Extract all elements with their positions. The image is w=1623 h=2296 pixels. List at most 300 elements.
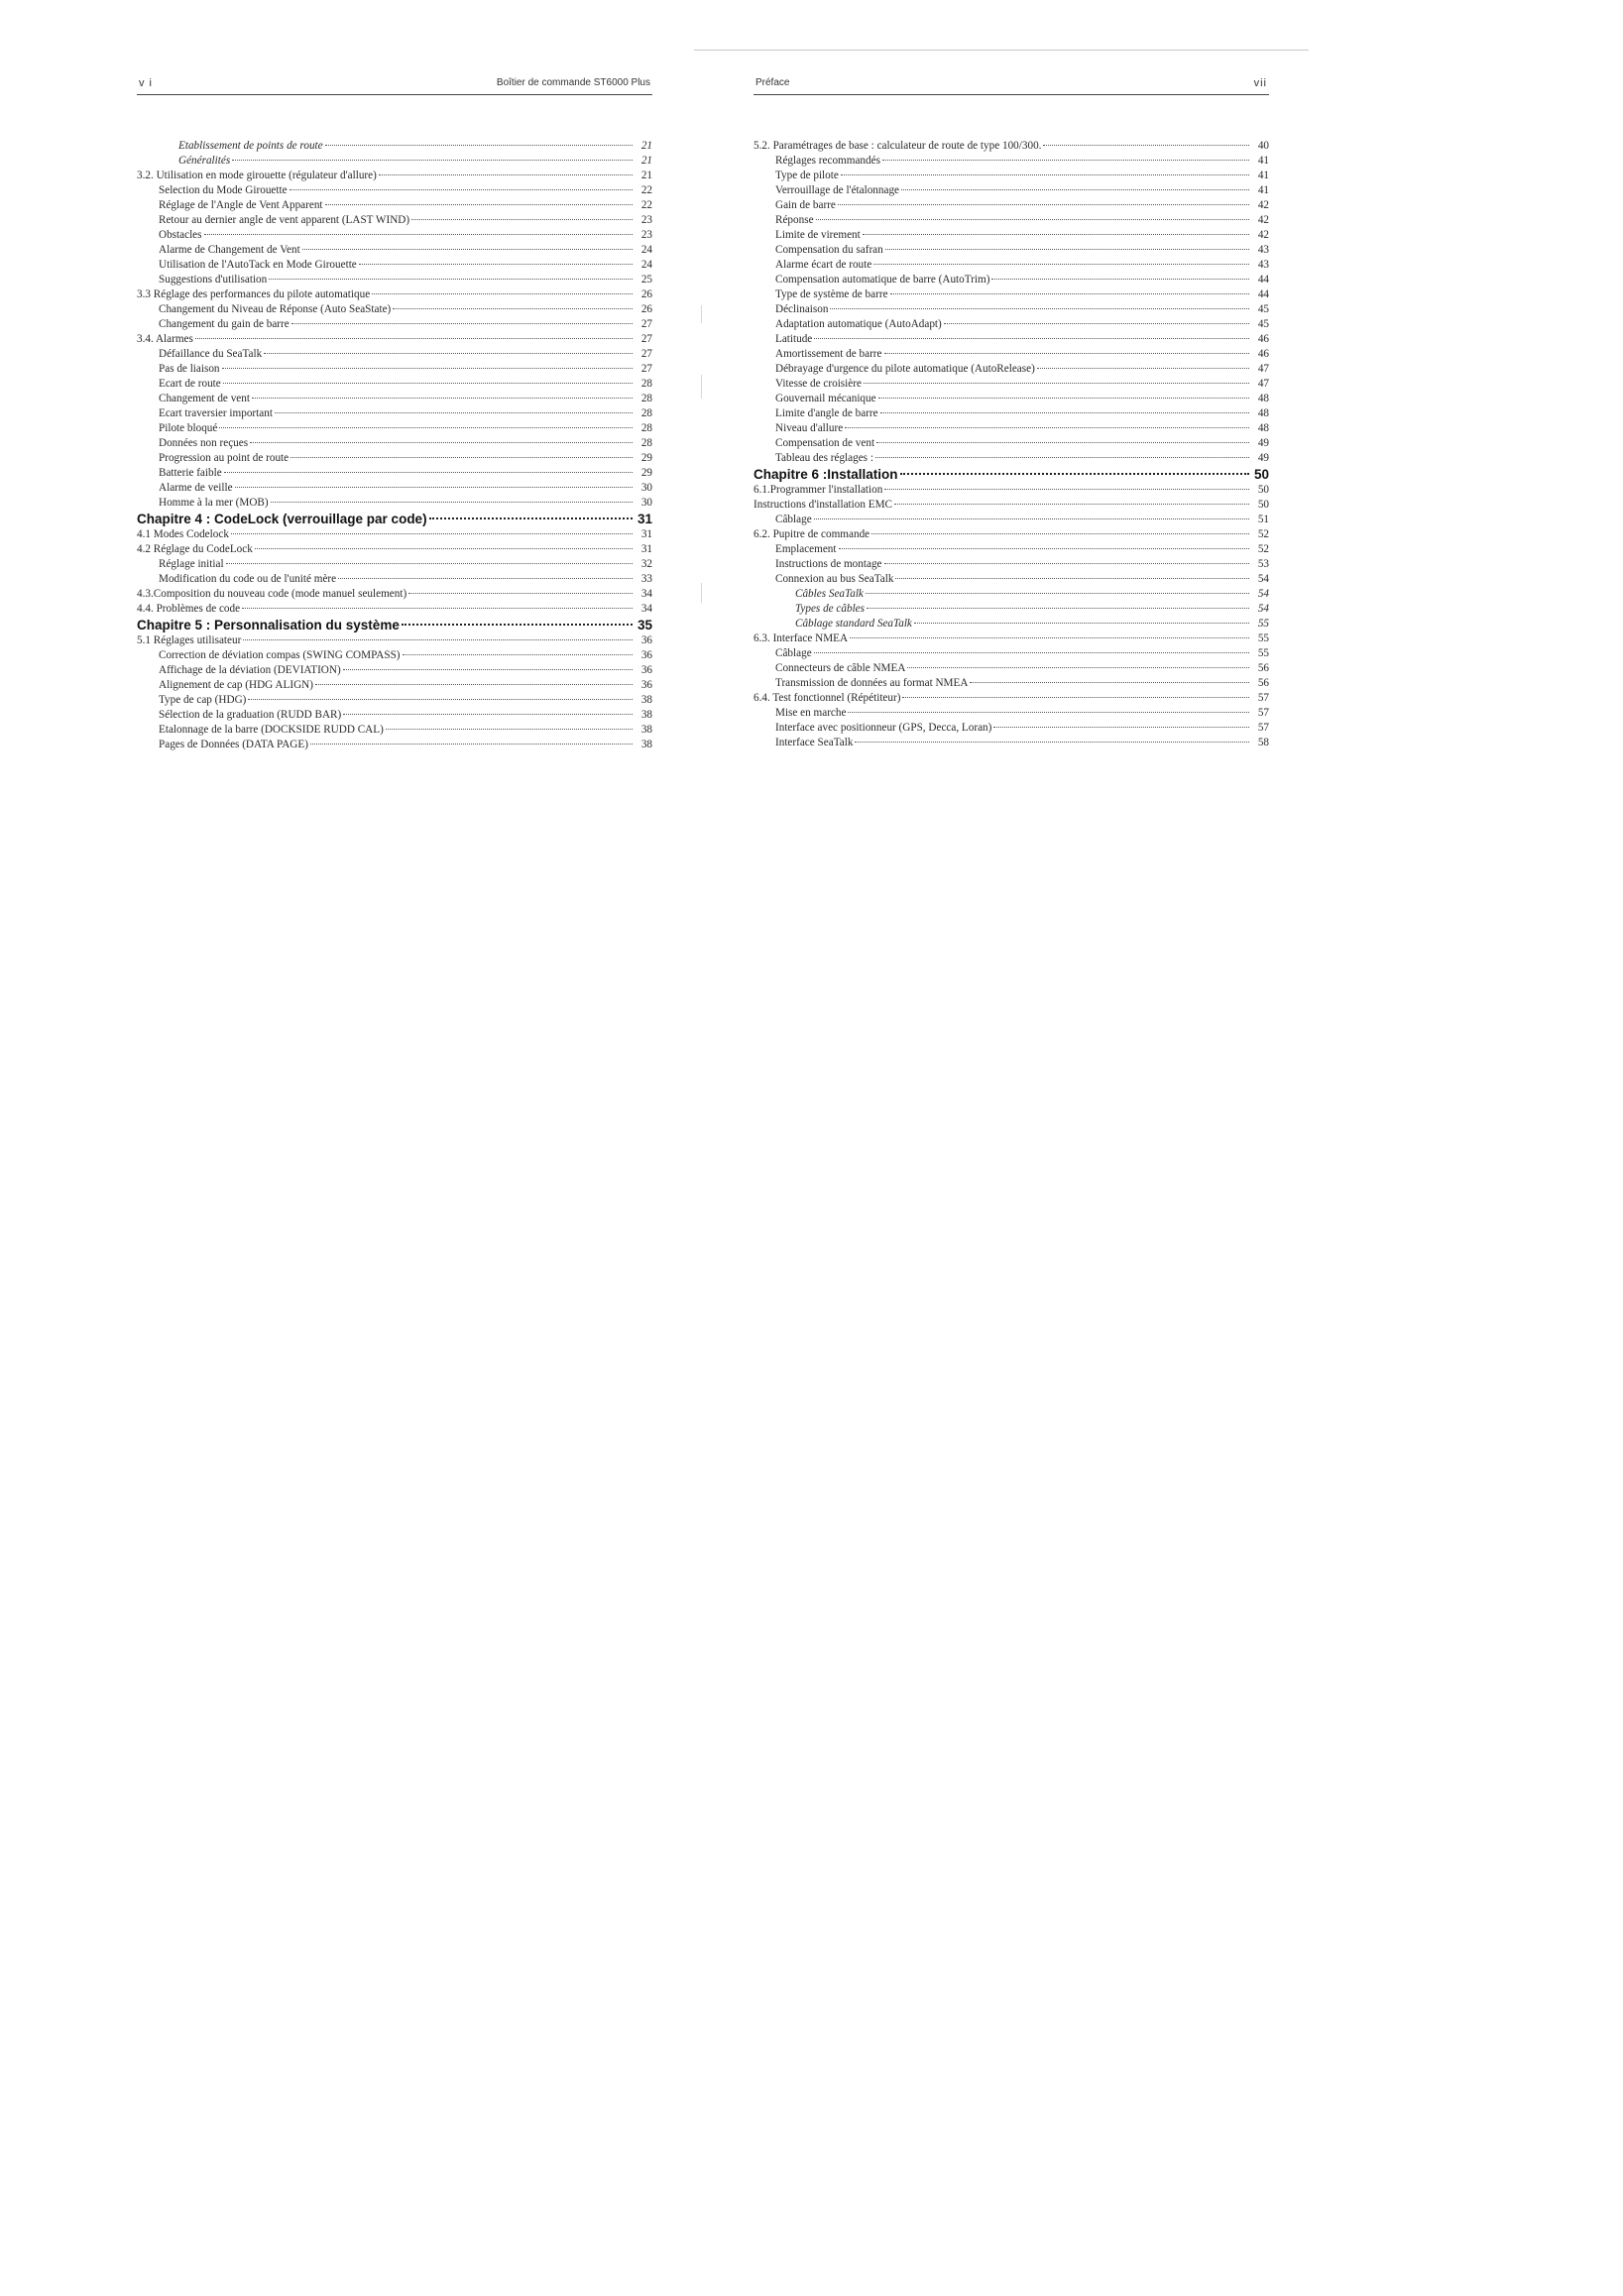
dot-leader [372, 292, 633, 294]
toc-entry [754, 676, 1269, 691]
dot-leader [890, 292, 1249, 294]
running-head [137, 75, 652, 95]
page-folio: v i [139, 77, 153, 89]
dot-leader [839, 547, 1249, 549]
toc-entry-label: 4.2 Réglage du CodeLock [137, 543, 253, 555]
toc-entry-label: Réglage de l'Angle de Vent Apparent [159, 199, 323, 211]
toc-entry [754, 228, 1269, 243]
toc-entry [754, 721, 1269, 736]
page-folio: vii [1253, 77, 1267, 89]
toc-page-number: 38 [640, 739, 652, 750]
toc-page-number: 55 [1257, 618, 1269, 630]
toc-entry [754, 661, 1269, 676]
toc-page-number: 36 [640, 679, 652, 691]
toc-entry [754, 169, 1269, 183]
toc-entry [754, 139, 1269, 154]
toc-entry [754, 631, 1269, 646]
toc-entry-label: Selection du Mode Girouette [159, 184, 288, 196]
toc-entry [754, 602, 1269, 617]
toc-entry-label: Chapitre 4 : CodeLock (verrouillage par code) [137, 512, 427, 526]
toc-page-number: 49 [1257, 452, 1269, 464]
toc-entry-label: 6.4. Test fonctionnel (Répétiteur) [754, 692, 901, 704]
toc-page-number: 21 [640, 170, 652, 181]
toc-entry-label: 3.2. Utilisation en mode girouette (régulateur d'allure) [137, 170, 377, 181]
dot-leader [873, 263, 1249, 265]
toc-page-number: 55 [1257, 632, 1269, 644]
toc-entry-label: Débrayage d'urgence du pilote automatique (AutoRelease) [775, 363, 1035, 375]
toc-page-number: 58 [1257, 737, 1269, 748]
toc-entry-label: Ecart traversier important [159, 407, 273, 419]
toc-entry-label: Déclinaison [775, 303, 829, 315]
running-head [754, 75, 1269, 95]
toc-entry-label: Alarme écart de route [775, 259, 872, 271]
toc-entry-label: 6.3. Interface NMEA [754, 632, 849, 644]
toc-entry [754, 617, 1269, 631]
toc-entry [754, 347, 1269, 362]
toc-entry-label: Câbles SeaTalk [795, 588, 864, 600]
dot-leader [250, 441, 633, 443]
toc-entry-label: Généralités [178, 155, 231, 167]
toc-entry-label: Alarme de veille [159, 482, 233, 494]
toc-entry [137, 169, 652, 183]
toc-page-number: 38 [640, 694, 652, 706]
toc-page-number: 54 [1257, 573, 1269, 585]
running-title: Préface [755, 77, 790, 88]
toc-entry-label: 4.1 Modes Codelock [137, 528, 229, 540]
toc-page-number: 57 [1257, 707, 1269, 719]
dot-leader [290, 188, 633, 190]
toc-entry [137, 302, 652, 317]
toc-entry-label: Affichage de la déviation (DEVIATION) [159, 664, 341, 676]
dot-leader [970, 681, 1249, 683]
toc-entry [137, 317, 652, 332]
toc-entry-label: Modification du code ou de l'unité mère [159, 573, 337, 585]
gutter-mark [701, 305, 702, 323]
dot-leader [226, 562, 633, 564]
dot-leader [1037, 367, 1249, 369]
toc-entry [137, 557, 652, 572]
toc-page-number: 52 [1257, 543, 1269, 555]
toc-entry [754, 258, 1269, 273]
toc-entry [137, 481, 652, 496]
toc-page-number: 48 [1257, 422, 1269, 434]
toc-page-number: 56 [1257, 677, 1269, 689]
toc-entry [137, 572, 652, 587]
toc-page-number: 50 [1257, 499, 1269, 511]
toc-entry-label: Réglages recommandés [775, 155, 880, 167]
dot-leader [884, 352, 1250, 354]
dot-leader [814, 651, 1249, 653]
dot-leader [838, 203, 1249, 205]
toc-entry-label: Correction de déviation compas (SWING COMPASS) [159, 649, 401, 661]
dot-leader [379, 173, 633, 175]
dot-leader [243, 638, 633, 640]
gutter-mark [701, 583, 702, 603]
dot-leader [232, 159, 633, 161]
toc-page-number: 28 [640, 393, 652, 404]
toc-page-number: 42 [1257, 214, 1269, 226]
toc-entry-label: Homme à la mer (MOB) [159, 497, 269, 509]
toc-entry [137, 466, 652, 481]
dot-leader [866, 592, 1249, 594]
toc-entry [754, 406, 1269, 421]
toc-entry [137, 738, 652, 752]
toc-entry-label: Retour au dernier angle de vent apparent (LAST WIND) [159, 214, 410, 226]
dot-leader [1043, 144, 1249, 146]
toc-entry-label: Pas de liaison [159, 363, 220, 375]
toc-entry [137, 183, 652, 198]
toc-entry [137, 406, 652, 421]
toc-entry [754, 198, 1269, 213]
toc-entry-label: Chapitre 5 : Personnalisation du système [137, 618, 400, 632]
toc-page-number: 43 [1257, 259, 1269, 271]
toc-entry [754, 513, 1269, 527]
dot-leader [408, 592, 633, 594]
toc-entry-label: Ecart de route [159, 378, 221, 390]
toc-page-number: 23 [640, 214, 652, 226]
toc-page-number: 33 [640, 573, 652, 585]
toc-page-number: 46 [1257, 348, 1269, 360]
toc-entry-label: 6.1.Programmer l'installation [754, 484, 883, 496]
toc-page-number: 47 [1257, 378, 1269, 390]
dot-leader [325, 144, 633, 146]
toc-entry [137, 648, 652, 663]
toc-page-number: 40 [1257, 140, 1269, 152]
dot-leader [291, 322, 633, 324]
toc-page-number: 26 [640, 303, 652, 315]
chapter-heading [137, 617, 652, 633]
toc-page-number: 21 [640, 140, 652, 152]
running-title: Boîtier de commande ST6000 Plus [496, 77, 650, 88]
toc-page-number: 22 [640, 199, 652, 211]
toc-entry-label: Limite d'angle de barre [775, 407, 878, 419]
dot-leader [875, 456, 1249, 458]
toc-entry-label: Latitude [775, 333, 813, 345]
toc-entry-label: Réglage initial [159, 558, 224, 570]
dot-leader [993, 726, 1249, 728]
toc-entry-label: Réponse [775, 214, 814, 226]
dot-leader [310, 743, 633, 745]
dot-leader [222, 367, 633, 369]
dot-leader [900, 472, 1249, 475]
toc-page-number: 49 [1257, 437, 1269, 449]
toc-page-number: 48 [1257, 393, 1269, 404]
dot-leader [885, 248, 1249, 250]
toc-page-number: 27 [640, 363, 652, 375]
toc-entry-label: Obstacles [159, 229, 202, 241]
toc-entry-label: Compensation automatique de barre (AutoTrim) [775, 274, 990, 286]
toc-entry-label: Changement du gain de barre [159, 318, 290, 330]
toc-entry [137, 198, 652, 213]
toc-entry [754, 273, 1269, 287]
dot-leader [235, 486, 633, 488]
toc-entry [754, 421, 1269, 436]
table-of-contents [754, 139, 1269, 750]
toc-page-number: 25 [640, 274, 652, 286]
dot-leader [204, 233, 634, 235]
toc-entry [137, 213, 652, 228]
dot-leader [242, 607, 633, 609]
toc-page-number: 26 [640, 288, 652, 300]
toc-entry [754, 587, 1269, 602]
toc-entry [754, 527, 1269, 542]
toc-entry-label: 5.1 Réglages utilisateur [137, 634, 242, 646]
dot-leader [884, 562, 1250, 564]
dot-leader [343, 668, 633, 670]
toc-entry [137, 273, 652, 287]
toc-entry-label: Gouvernail mécanique [775, 393, 876, 404]
toc-page-number: 55 [1257, 647, 1269, 659]
dot-leader [264, 352, 633, 354]
toc-entry-label: Emplacement [775, 543, 837, 555]
dot-leader [884, 488, 1249, 490]
toc-entry-label: Interface SeaTalk [775, 737, 854, 748]
toc-entry [754, 362, 1269, 377]
dot-leader [991, 278, 1249, 280]
toc-page-number: 24 [640, 259, 652, 271]
toc-page-number: 42 [1257, 229, 1269, 241]
toc-entry-label: Connexion au bus SeaTalk [775, 573, 894, 585]
toc-entry-label: Compensation du safran [775, 244, 883, 256]
toc-entry [137, 708, 652, 723]
toc-entry [754, 691, 1269, 706]
toc-page-number: 57 [1257, 692, 1269, 704]
toc-entry-label: Type de cap (HDG) [159, 694, 247, 706]
toc-entry-label: Pages de Données (DATA PAGE) [159, 739, 308, 750]
toc-entry [137, 154, 652, 169]
toc-page-number: 30 [640, 482, 652, 494]
dot-leader [275, 411, 633, 413]
toc-entry [137, 436, 652, 451]
toc-page-number: 45 [1257, 303, 1269, 315]
toc-page-number: 28 [640, 437, 652, 449]
toc-entry [137, 633, 652, 648]
toc-page-number: 41 [1257, 184, 1269, 196]
toc-page-number: 24 [640, 244, 652, 256]
toc-page-number: 56 [1257, 662, 1269, 674]
toc-page-number: 44 [1257, 288, 1269, 300]
toc-entry-label: Transmission de données au format NMEA [775, 677, 969, 689]
toc-page-number: 57 [1257, 722, 1269, 734]
dot-leader [880, 411, 1249, 413]
toc-entry [754, 646, 1269, 661]
toc-entry [754, 392, 1269, 406]
toc-page-number: 45 [1257, 318, 1269, 330]
dot-leader [269, 278, 633, 280]
toc-entry [137, 663, 652, 678]
toc-page-number: 28 [640, 422, 652, 434]
toc-entry-label: Batterie faible [159, 467, 222, 479]
dot-leader [302, 248, 633, 250]
toc-page-number: 38 [640, 709, 652, 721]
toc-page-number: 36 [640, 664, 652, 676]
dot-leader [864, 382, 1249, 384]
dot-leader [290, 456, 633, 458]
table-of-contents [137, 139, 652, 752]
dot-leader [867, 607, 1249, 609]
dot-leader [315, 683, 633, 685]
dot-leader [338, 577, 633, 579]
dot-leader [248, 698, 633, 700]
toc-entry [754, 302, 1269, 317]
toc-entry [137, 693, 652, 708]
toc-entry-label: Etablissement de points de route [178, 140, 323, 152]
toc-entry-label: Etalonnage de la barre (DOCKSIDE RUDD CAL) [159, 724, 384, 736]
dot-leader [876, 441, 1249, 443]
toc-page-number: 28 [640, 378, 652, 390]
dot-leader [231, 532, 633, 534]
toc-entry [754, 243, 1269, 258]
toc-page-number: 51 [1257, 514, 1269, 525]
toc-page-number: 22 [640, 184, 652, 196]
toc-entry [137, 602, 652, 617]
toc-entry-label: Compensation de vent [775, 437, 875, 449]
toc-entry-label: Données non reçues [159, 437, 249, 449]
dot-leader [830, 307, 1249, 309]
chapter-heading [754, 466, 1269, 483]
toc-entry-label: Instructions de montage [775, 558, 882, 570]
toc-page-number: 36 [640, 649, 652, 661]
toc-entry-label: 3.3 Réglage des performances du pilote automatique [137, 288, 371, 300]
dot-leader [914, 622, 1249, 624]
toc-entry-label: Adaptation automatique (AutoAdapt) [775, 318, 942, 330]
toc-page-number: 31 [637, 512, 652, 526]
toc-entry-label: Changement du Niveau de Réponse (Auto SeaState) [159, 303, 392, 315]
toc-entry-label: Types de câbles [795, 603, 866, 615]
toc-entry [754, 332, 1269, 347]
toc-page-number: 23 [640, 229, 652, 241]
toc-entry [754, 183, 1269, 198]
toc-entry-label: 4.4. Problèmes de code [137, 603, 241, 615]
dot-leader [902, 696, 1249, 698]
dot-leader [195, 337, 633, 339]
toc-entry [137, 362, 652, 377]
toc-entry-label: 6.2. Pupitre de commande [754, 528, 870, 540]
toc-page-number: 42 [1257, 199, 1269, 211]
toc-entry-label: 4.3.Composition du nouveau code (mode manuel seulement) [137, 588, 407, 600]
toc-page-number: 36 [640, 634, 652, 646]
dot-leader [841, 173, 1249, 175]
toc-page-number: 21 [640, 155, 652, 167]
toc-page-number: 43 [1257, 244, 1269, 256]
toc-entry [754, 706, 1269, 721]
toc-entry [137, 587, 652, 602]
toc-entry [137, 243, 652, 258]
chapter-heading [137, 511, 652, 527]
dot-leader [878, 397, 1249, 399]
toc-entry-label: Connecteurs de câble NMEA [775, 662, 906, 674]
dot-leader [895, 577, 1249, 579]
toc-entry-label: Pilote bloqué [159, 422, 218, 434]
toc-entry [754, 377, 1269, 392]
toc-page-number: 53 [1257, 558, 1269, 570]
toc-entry-label: Câblage [775, 647, 812, 659]
toc-page-number: 54 [1257, 588, 1269, 600]
toc-entry-label: Vitesse de croisière [775, 378, 862, 390]
left-page [137, 75, 652, 752]
toc-entry [137, 377, 652, 392]
toc-page-number: 29 [640, 467, 652, 479]
toc-entry-label: Instructions d'installation EMC [754, 499, 892, 511]
dot-leader [845, 426, 1249, 428]
dot-leader [907, 666, 1249, 668]
toc-entry [754, 557, 1269, 572]
toc-entry [754, 498, 1269, 513]
toc-entry [137, 678, 652, 693]
dot-leader [224, 471, 633, 473]
toc-entry-label: Changement de vent [159, 393, 250, 404]
toc-entry [754, 436, 1269, 451]
toc-entry [754, 317, 1269, 332]
toc-entry [137, 451, 652, 466]
dot-leader [816, 218, 1249, 220]
toc-entry-label: Chapitre 6 :Installation [754, 467, 898, 482]
toc-page-number: 31 [640, 528, 652, 540]
toc-page-number: 44 [1257, 274, 1269, 286]
toc-page-number: 50 [1253, 467, 1269, 482]
right-page [754, 75, 1269, 750]
toc-entry-label: Niveau d'allure [775, 422, 844, 434]
toc-entry-label: 3.4. Alarmes [137, 333, 193, 345]
toc-page-number: 52 [1257, 528, 1269, 540]
toc-page-number: 34 [640, 588, 652, 600]
dot-leader [252, 397, 633, 399]
toc-entry [137, 258, 652, 273]
dot-leader [901, 188, 1249, 190]
dot-leader [325, 203, 633, 205]
toc-page-number: 41 [1257, 170, 1269, 181]
toc-entry-label: Gain de barre [775, 199, 836, 211]
dot-leader [393, 307, 633, 309]
dot-leader [223, 382, 633, 384]
toc-entry [137, 542, 652, 557]
toc-entry [754, 451, 1269, 466]
dot-leader [814, 517, 1249, 519]
toc-page-number: 35 [637, 618, 652, 632]
dot-leader [386, 728, 633, 730]
toc-entry-label: Sélection de la graduation (RUDD BAR) [159, 709, 342, 721]
dot-leader [343, 713, 633, 715]
toc-page-number: 27 [640, 348, 652, 360]
dot-leader [848, 711, 1249, 713]
toc-entry [137, 723, 652, 738]
toc-entry-label: Verrouillage de l'étalonnage [775, 184, 900, 196]
toc-entry-label: 5.2. Paramétrages de base : calculateur de route de type 100/300. [754, 140, 1042, 152]
toc-page-number: 38 [640, 724, 652, 736]
toc-page-number: 27 [640, 333, 652, 345]
toc-entry-label: Câblage [775, 514, 812, 525]
toc-entry [137, 347, 652, 362]
toc-page-number: 30 [640, 497, 652, 509]
toc-entry-label: Progression au point de route [159, 452, 290, 464]
toc-entry [754, 287, 1269, 302]
toc-entry-label: Mise en marche [775, 707, 847, 719]
toc-entry [754, 213, 1269, 228]
dot-leader [402, 623, 633, 626]
toc-page-number: 41 [1257, 155, 1269, 167]
toc-entry [137, 228, 652, 243]
toc-page-number: 27 [640, 318, 652, 330]
toc-entry-label: Défaillance du SeaTalk [159, 348, 263, 360]
toc-page-number: 48 [1257, 407, 1269, 419]
dot-leader [871, 532, 1249, 534]
toc-page-number: 46 [1257, 333, 1269, 345]
toc-entry-label: Interface avec positionneur (GPS, Decca, Loran) [775, 722, 992, 734]
toc-entry-label: Type de système de barre [775, 288, 888, 300]
dot-leader [429, 517, 633, 519]
toc-entry-label: Amortissement de barre [775, 348, 882, 360]
dot-leader [850, 636, 1249, 638]
